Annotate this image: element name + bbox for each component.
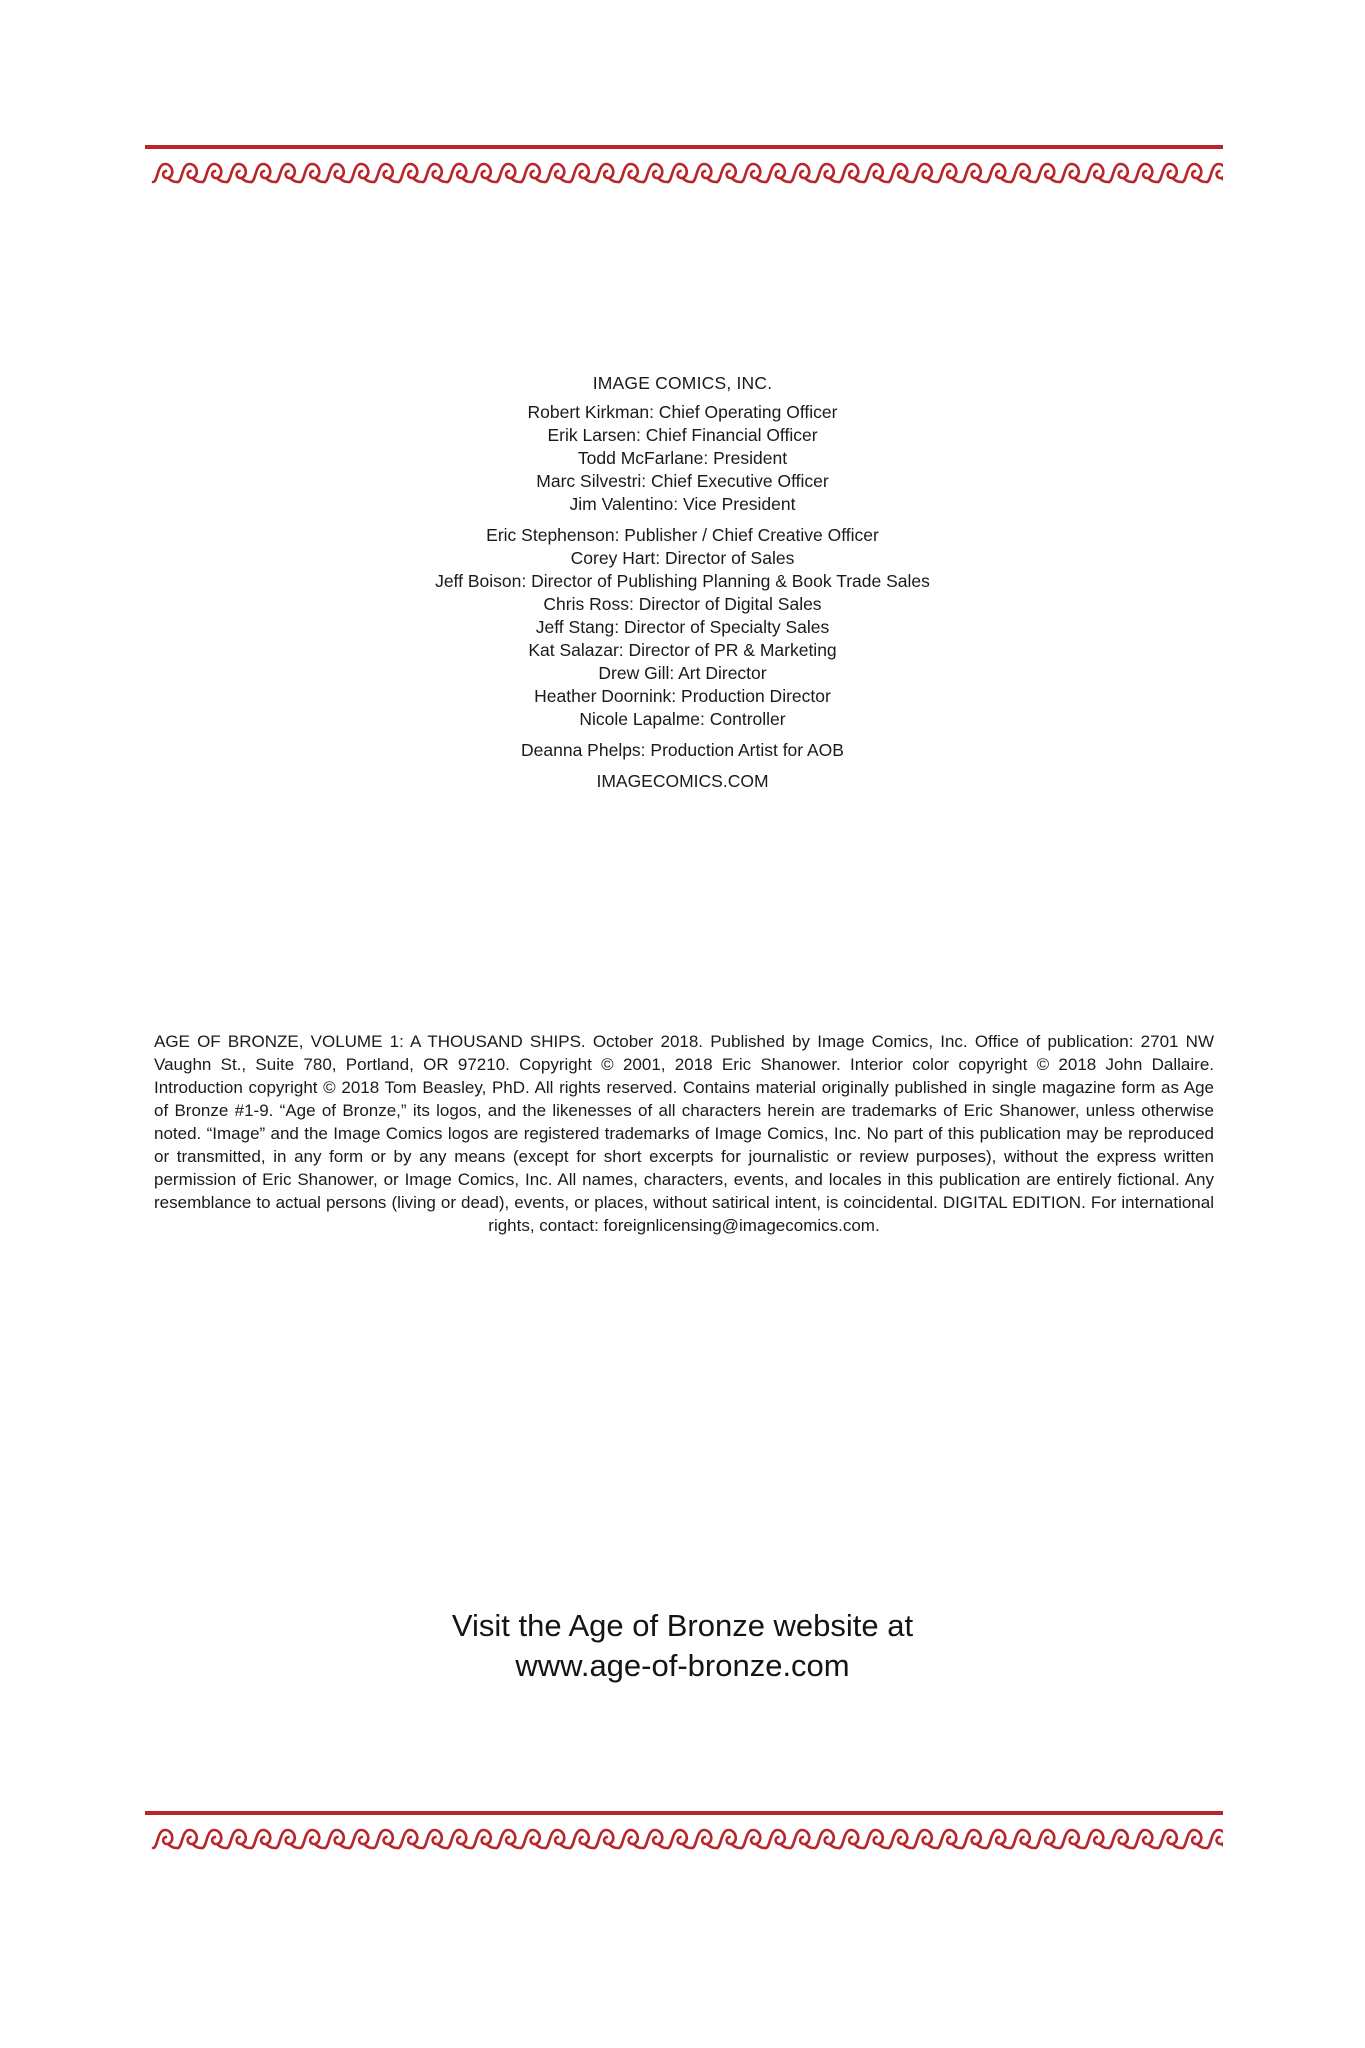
staff-line: Chris Ross: Director of Digital Sales (543, 594, 822, 614)
wave-curl (1109, 1830, 1134, 1848)
wave-curl (692, 1830, 717, 1848)
wave-curl (839, 164, 864, 182)
wave-curl (227, 164, 252, 182)
wave-curl (790, 164, 815, 182)
wave-curl (1182, 164, 1207, 182)
wave-curl (986, 1830, 1011, 1848)
website-promo (0, 1606, 1365, 1686)
greek-wave-border-icon (145, 1808, 1223, 1858)
wave-pattern (153, 164, 1223, 182)
wave-curl (864, 1830, 889, 1848)
wave-curl (227, 1830, 252, 1848)
wave-curl (913, 1830, 938, 1848)
wave-curl (300, 1830, 325, 1848)
wave-curl (888, 1830, 913, 1848)
wave-curl (864, 164, 889, 182)
wave-curl (668, 1830, 693, 1848)
wave-curl (423, 164, 448, 182)
wave-curl (545, 164, 570, 182)
wave-curl (619, 164, 644, 182)
wave-curl (741, 164, 766, 182)
publisher-heading: IMAGE COMICS, INC. (592, 373, 773, 393)
production-artist-line: Deanna Phelps: Production Artist for AOB (521, 740, 844, 760)
wave-curl (692, 164, 717, 182)
wave-curl (202, 1830, 227, 1848)
wave-curl (1207, 1830, 1224, 1848)
wave-curl (521, 164, 546, 182)
wave-curl (1035, 1830, 1060, 1848)
partner-line: Todd McFarlane: President (577, 448, 788, 468)
wave-curl (1158, 164, 1183, 182)
wave-curl (521, 1830, 546, 1848)
wave-curl (325, 164, 350, 182)
staff-line: Eric Stephenson: Publisher / Chief Creative Officer (486, 525, 879, 545)
wave-curl (447, 164, 472, 182)
wave-curl (545, 1830, 570, 1848)
wave-curl (496, 164, 521, 182)
wave-curl (1109, 164, 1134, 182)
partner-line: Jim Valentino: Vice President (569, 494, 796, 514)
wave-curl (815, 164, 840, 182)
wave-curl (790, 1830, 815, 1848)
wave-curl (325, 1830, 350, 1848)
wave-curl (717, 164, 742, 182)
wave-curl (913, 164, 938, 182)
wave-pattern (153, 1830, 1223, 1848)
wave-curl (815, 1830, 840, 1848)
wave-curl (643, 1830, 668, 1848)
wave-curl (153, 1830, 178, 1848)
wave-curl (717, 1830, 742, 1848)
staff-list (0, 524, 1365, 731)
wave-curl (496, 1830, 521, 1848)
wave-curl (178, 1830, 203, 1848)
wave-curl (962, 164, 987, 182)
greek-wave-border-icon (145, 142, 1223, 192)
wave-curl (472, 1830, 497, 1848)
wave-curl (398, 164, 423, 182)
wave-curl (888, 164, 913, 182)
wave-curl (594, 1830, 619, 1848)
wave-curl (202, 164, 227, 182)
staff-line: Corey Hart: Director of Sales (570, 548, 795, 568)
staff-line: Heather Doornink: Production Director (534, 686, 831, 706)
wave-curl (668, 164, 693, 182)
wave-curl (178, 164, 203, 182)
staff-line: Jeff Stang: Director of Specialty Sales (535, 617, 830, 637)
wave-curl (300, 164, 325, 182)
bottom-greek-wave-border (145, 1808, 1223, 1858)
wave-curl (349, 164, 374, 182)
wave-curl (472, 164, 497, 182)
wave-curl (619, 1830, 644, 1848)
staff-credits (0, 372, 1365, 801)
wave-curl (349, 1830, 374, 1848)
wave-curl (741, 1830, 766, 1848)
wave-curl (1158, 1830, 1183, 1848)
wave-curl (643, 164, 668, 182)
wave-curl (251, 1830, 276, 1848)
staff-line: Nicole Lapalme: Controller (579, 709, 786, 729)
wave-curl (986, 164, 1011, 182)
wave-curl (1084, 164, 1109, 182)
partner-line: Erik Larsen: Chief Financial Officer (547, 425, 818, 445)
wave-curl (937, 1830, 962, 1848)
wave-curl (276, 164, 301, 182)
wave-curl (1182, 1830, 1207, 1848)
wave-curl (1035, 164, 1060, 182)
wave-curl (374, 1830, 399, 1848)
website-url: www.age-of-bronze.com (515, 1648, 850, 1683)
wave-curl (1084, 1830, 1109, 1848)
wave-curl (153, 164, 178, 182)
publisher-site: IMAGECOMICS.COM (596, 771, 769, 791)
wave-curl (594, 164, 619, 182)
wave-curl (374, 164, 399, 182)
wave-curl (1207, 164, 1224, 182)
staff-line: Kat Salazar: Director of PR & Marketing (528, 640, 837, 660)
partners-list (0, 401, 1365, 516)
border-rule (145, 145, 1223, 149)
wave-curl (962, 1830, 987, 1848)
wave-curl (276, 1830, 301, 1848)
wave-curl (766, 164, 791, 182)
wave-curl (839, 1830, 864, 1848)
wave-curl (570, 164, 595, 182)
wave-curl (1133, 1830, 1158, 1848)
wave-curl (251, 164, 276, 182)
wave-curl (423, 1830, 448, 1848)
wave-curl (1011, 1830, 1036, 1848)
wave-curl (937, 164, 962, 182)
wave-curl (1060, 1830, 1085, 1848)
website-promo-text: Visit the Age of Bronze website at (451, 1608, 914, 1643)
partner-line: Marc Silvestri: Chief Executive Officer (536, 471, 829, 491)
copyright-notice: AGE OF BRONZE, VOLUME 1: A THOUSAND SHIPS. October 2018. Published by Image Comics, Inc. Office of publication: 2701 NW Vaughn St., Suite 780, Portland, OR 97210. Copyright © 2001, 2018 Eric Shanower. Interior color copyright © 2018 John Dallaire. Introduction copyright © 2018 Tom Beasley, PhD. All rights reserved. Contains material originally published in single magazine form as Age of Bronze #1-9. “Age of Bronze,” its logos, and the likenesses of all characters herein are trademarks of Eric Shanower, unless otherwise noted. “Image” and the Image Comics logos are registered trademarks of Image Comics, Inc. No part of this publication may be reproduced or transmitted, in any form or by any means (except for short excerpts for journalistic or review purposes), without the express written permission of Eric Shanower, or Image Comics, Inc. All names, characters, events, and locales in this publication are entirely fictional. Any resemblance to actual persons (living or dead), events, or places, without satirical intent, is coincidental. DIGITAL EDITION. For international rights, contact: foreignlicensing@imagecomics.com. (154, 1032, 1214, 1235)
wave-curl (1011, 164, 1036, 182)
staff-line: Jeff Boison: Director of Publishing Planning & Book Trade Sales (435, 571, 930, 591)
border-rule (145, 1811, 1223, 1815)
wave-curl (398, 1830, 423, 1848)
staff-line: Drew Gill: Art Director (598, 663, 767, 683)
wave-curl (766, 1830, 791, 1848)
wave-curl (1133, 164, 1158, 182)
partner-line: Robert Kirkman: Chief Operating Officer (527, 402, 838, 422)
wave-curl (447, 1830, 472, 1848)
top-greek-wave-border (145, 142, 1223, 192)
wave-curl (1060, 164, 1085, 182)
wave-curl (570, 1830, 595, 1848)
